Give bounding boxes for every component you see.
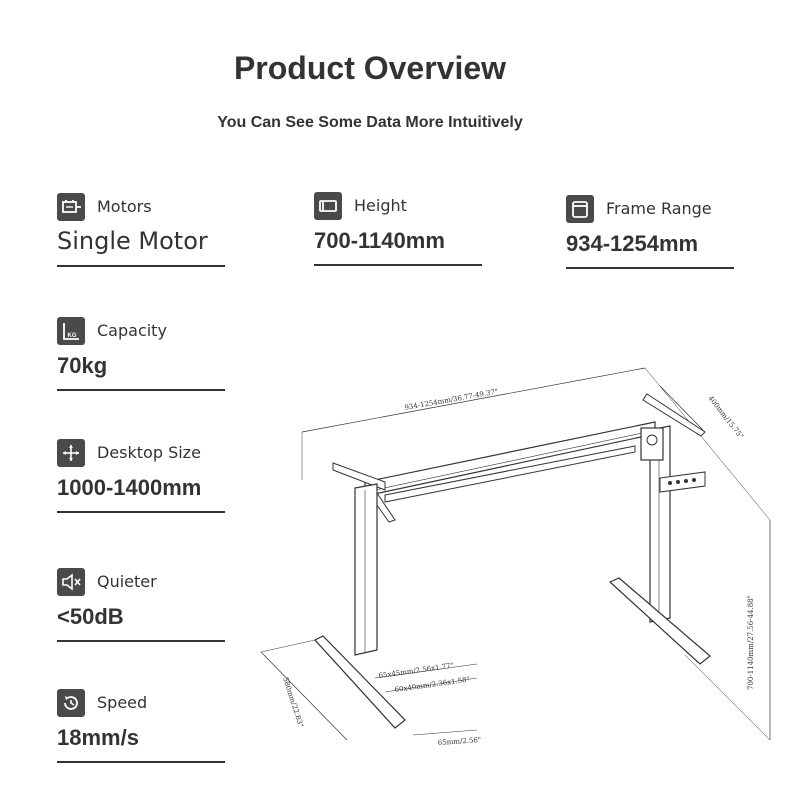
divider xyxy=(57,389,225,391)
dim-upper-column: 65x45mm/2.56x1.77" xyxy=(378,661,455,680)
spec-value: 18mm/s xyxy=(57,725,139,750)
spec-label: Frame Range xyxy=(606,199,712,218)
spec-value: 70kg xyxy=(57,353,108,378)
spec-label: Speed xyxy=(97,693,148,712)
divider xyxy=(57,761,225,763)
kg-mark: KG xyxy=(67,333,77,339)
divider xyxy=(314,264,482,266)
page-subtitle: You Can See Some Data More Intuitively xyxy=(217,114,523,131)
spec-label: Capacity xyxy=(97,321,167,340)
divider xyxy=(57,511,225,513)
speed-icon xyxy=(57,689,85,717)
capacity-icon xyxy=(57,317,85,345)
spec-value: 934-1254mm xyxy=(566,231,699,256)
dim-depth: 400mm/15.75" xyxy=(706,394,745,441)
frame-range-icon xyxy=(566,195,594,223)
height-icon xyxy=(314,192,342,220)
spec-label: Height xyxy=(354,196,407,215)
divider xyxy=(566,267,734,269)
dim-frame-width: 934-1254mm/36.77-49.37" xyxy=(403,387,499,412)
spec-label: Desktop Size xyxy=(97,443,201,462)
desktop-size-icon xyxy=(57,439,85,467)
spec-label: Quieter xyxy=(97,572,157,591)
divider xyxy=(57,265,225,267)
spec-value: Single Motor xyxy=(57,227,208,255)
dim-height: 700-1140mm/27.56-44.88" xyxy=(747,595,755,690)
motor-icon xyxy=(57,193,85,221)
dim-foot-width: 65mm/2.56" xyxy=(437,735,482,747)
page-title: Product Overview xyxy=(233,50,507,86)
spec-value: <50dB xyxy=(57,604,124,629)
divider xyxy=(57,640,225,642)
dim-lower-column: 60x40mm/2.36x1.58" xyxy=(394,675,471,694)
quieter-icon xyxy=(57,568,85,596)
spec-value: 700-1140mm xyxy=(314,228,445,253)
dim-foot-length: 580mm/22.83" xyxy=(281,676,305,729)
desk-frame-drawing xyxy=(255,360,785,780)
spec-label: Motors xyxy=(97,197,152,216)
spec-value: 1000-1400mm xyxy=(57,475,202,500)
